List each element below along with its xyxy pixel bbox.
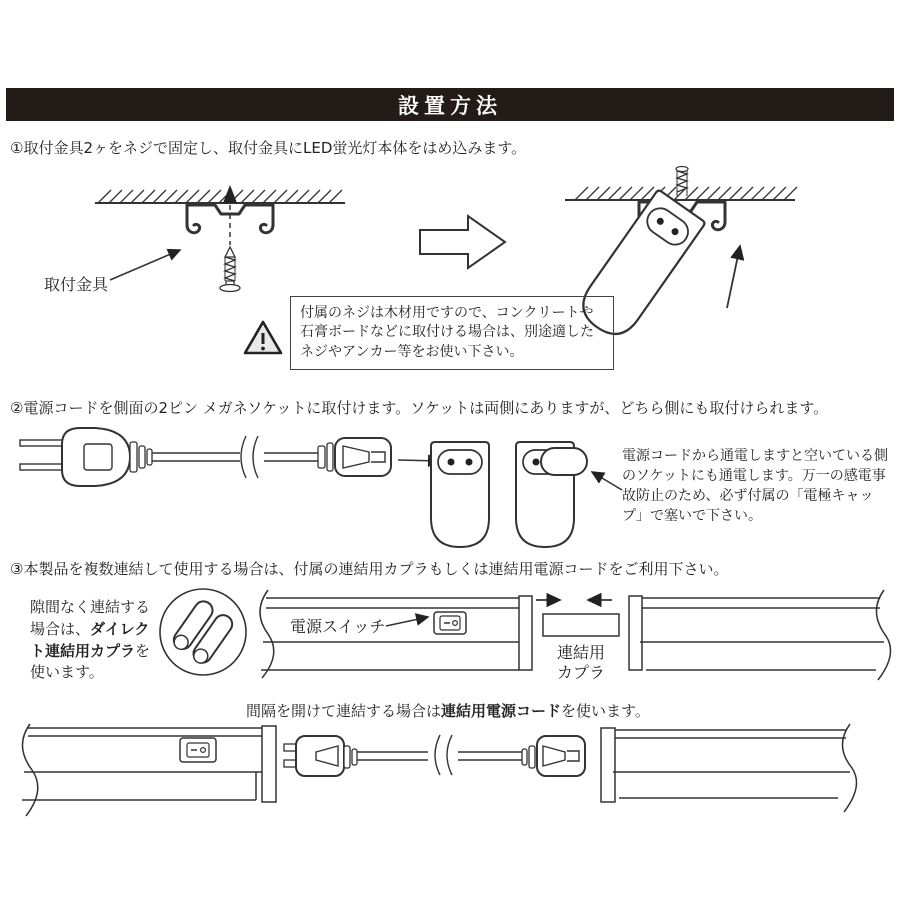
figure8-connector-right xyxy=(537,736,585,776)
power-switch-label: 電源スイッチ xyxy=(290,617,386,636)
fixture-end-socket xyxy=(431,442,489,547)
fixture-right xyxy=(629,590,891,680)
coupler-label-line1: 連結用 xyxy=(556,643,606,662)
next-step-arrow xyxy=(420,216,505,268)
ceiling-left xyxy=(95,190,345,203)
power-switch[interactable] xyxy=(180,738,216,762)
figure8-connector xyxy=(318,438,391,476)
fixture-end-capped xyxy=(516,442,587,547)
step3-text: ③本製品を複数連結して使用する場合は、付属の連結用カプラもしくは連結用電源コードをご利用下さい。 xyxy=(10,560,729,578)
fixture-right xyxy=(601,724,857,812)
step2-text: ②電源コードを側面の2ピン メガネソケットに取付けます。ソケットは両側にありますが、どちら側にも取付けられます。 xyxy=(10,399,829,417)
warning-callout xyxy=(243,296,614,370)
warning-text: 付属のネジは木材用ですので、コンクリートや石膏ボードなどに取付ける場合は、別途適したネジやアンカー等をお使い下さい。 xyxy=(290,296,614,370)
connection-cord-diagram xyxy=(0,720,900,835)
coupler xyxy=(543,614,619,636)
step3-diagram xyxy=(0,582,900,704)
bracket-label: 取付金具 xyxy=(44,275,109,294)
section-title-bar xyxy=(6,88,894,121)
fixture-left xyxy=(22,724,276,816)
direct-coupler-note: 隙間なく連結する場合は、ダイレクト連結用カプラを使います。 xyxy=(30,598,151,682)
power-cord xyxy=(130,436,318,478)
ceiling-right xyxy=(565,187,797,200)
electrode-cap xyxy=(541,448,587,475)
connection-power-cord xyxy=(284,735,585,776)
rotate-in-arrow xyxy=(727,246,740,308)
power-switch[interactable] xyxy=(434,612,466,634)
switch-label-arrow xyxy=(386,617,428,626)
socket-caution-note: 電源コードから通電しますと空いている側のソケットにも通電します。万一の感電事故防止のため、必ず付属の「電極キャップ」で塞いで下さい。 xyxy=(622,448,888,524)
power-plug xyxy=(20,428,130,486)
step1-text: ①取付金具2ヶをネジで固定し、取付金具にLED蛍光灯本体をはめ込みます。 xyxy=(10,139,527,157)
screw-illustration xyxy=(220,247,240,292)
direct-coupler-detail-circle xyxy=(160,589,246,675)
page-title: 設置方法 xyxy=(398,93,502,118)
figure8-connector-left xyxy=(296,736,344,776)
coupler-label-line2: カプラ xyxy=(556,663,606,682)
warning-triangle-icon xyxy=(243,319,283,357)
bracket-label-arrow xyxy=(110,250,180,280)
spacing-connection-note: 間隔を開けて連結する場合は連結用電源コードを使います。 xyxy=(246,702,650,720)
cap-note-arrow xyxy=(592,472,622,490)
